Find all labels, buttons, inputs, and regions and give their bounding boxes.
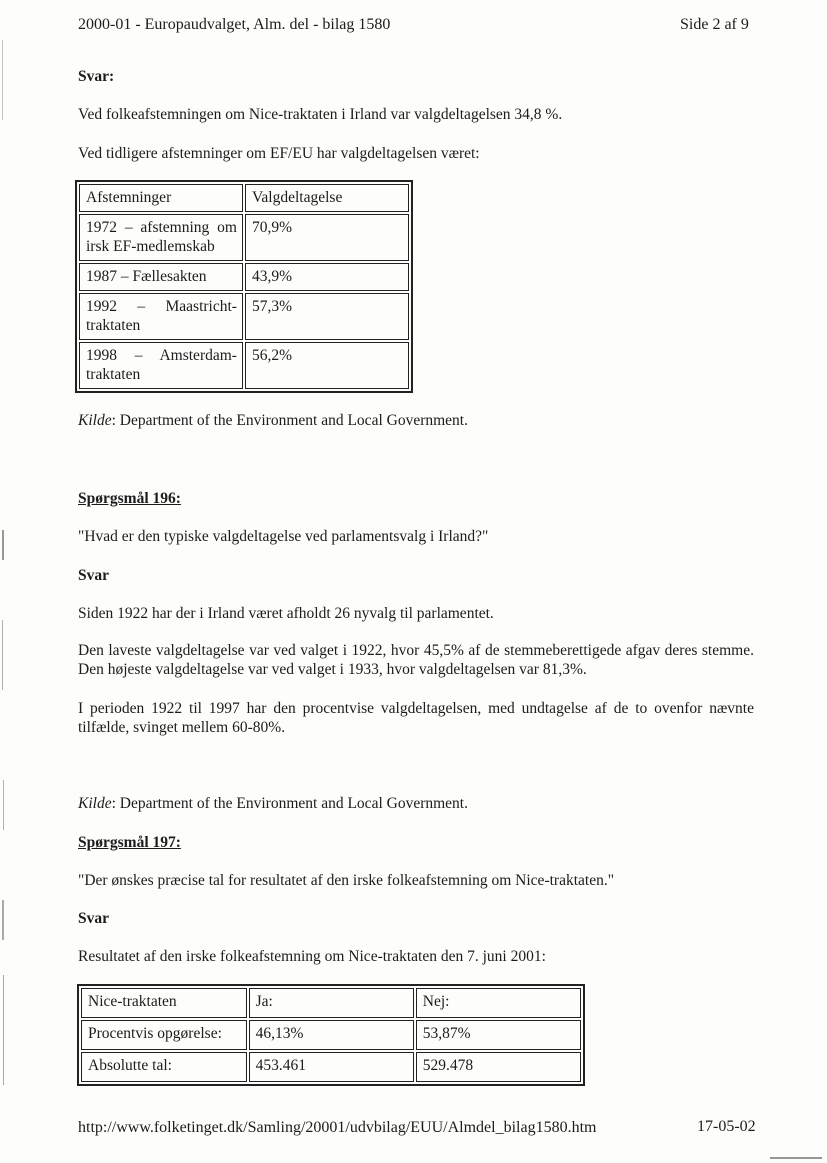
scan-edge-mark bbox=[2, 620, 3, 690]
table-cell-referendum bbox=[79, 263, 243, 291]
cell-line: traktaten bbox=[86, 366, 141, 383]
question-196-text: "Hvad er den typiske valgdeltagelse ved parlamentsvalg i Irland?" bbox=[78, 528, 489, 545]
table-header-row bbox=[79, 184, 409, 212]
table-cell: Nice-traktaten bbox=[81, 988, 247, 1018]
table-cell: Absolutte tal: bbox=[81, 1052, 247, 1082]
table-row bbox=[79, 342, 409, 389]
paragraph-previous-referendums: Ved tidligere afstemninger om EF/EU har valgdeltagelsen været: bbox=[78, 145, 480, 162]
table-row bbox=[79, 214, 409, 261]
table-cell-turnout: 43,9% bbox=[245, 263, 409, 291]
scan-edge-mark bbox=[2, 530, 4, 560]
paragraph-nice-result-intro: Resultatet af den irske folkeafstemning om Nice-traktaten den 7. juni 2001: bbox=[78, 948, 546, 965]
table-row bbox=[79, 293, 409, 340]
answer-label: Svar bbox=[78, 567, 109, 584]
scan-edge-mark bbox=[2, 900, 4, 940]
question-196-heading: Spørgsmål 196: bbox=[78, 490, 181, 507]
source-label: Kilde bbox=[78, 412, 112, 429]
table-header-cell: Afstemninger bbox=[79, 184, 243, 212]
cell-line: 1972 – afstemning om bbox=[86, 219, 237, 236]
footer-url: http://www.folketinget.dk/Samling/20001/udvbilag/EUU/Almdel_bilag1580.htm bbox=[78, 1119, 597, 1136]
table-cell: Procentvis opgørelse: bbox=[81, 1020, 247, 1050]
answer-label: Svar: bbox=[78, 68, 115, 85]
referendum-turnout-table bbox=[75, 180, 413, 393]
table-cell: 453.461 bbox=[249, 1052, 414, 1082]
cell-line: 1998 – Amsterdam- bbox=[86, 347, 237, 364]
question-197-text: "Der ønskes præcise tal for resultatet af den irske folkeafstemning om Nice-traktaten." bbox=[78, 872, 615, 889]
table-cell: 529.478 bbox=[416, 1052, 581, 1082]
table-cell: 53,87% bbox=[416, 1020, 581, 1050]
table-cell-turnout: 56,2% bbox=[245, 342, 409, 389]
cell-line: 1987 – Fællesakten bbox=[86, 268, 207, 285]
cell-line: traktaten bbox=[86, 317, 141, 334]
answer-label: Svar bbox=[78, 910, 109, 927]
table-row bbox=[81, 988, 581, 1018]
table-header-cell: Valgdeltagelse bbox=[245, 184, 409, 212]
paragraph-lowest-highest-turnout: Den laveste valgdeltagelse var ved valget i 1922, hvor 45,5% af de stemmeberettigede afgav deres stemme. Den højeste valgdeltagelse var ved valget i 1933, hvor valgdeltagelsen var 81,3%. bbox=[78, 642, 754, 678]
table-row bbox=[81, 1020, 581, 1050]
source-note bbox=[78, 794, 754, 813]
source-text: : Department of the Environment and Local Government. bbox=[111, 412, 468, 429]
table-row bbox=[79, 263, 409, 291]
cell-line: irsk EF-medlemskab bbox=[86, 238, 215, 255]
paragraph-turnout-range: I perioden 1922 til 1997 har den procentvise valgdeltagelsen, med undtagelse af de to ovenfor nævnte tilfælde, svinget mellem 60-80%. bbox=[78, 700, 754, 736]
paragraph-elections-count: Siden 1922 har der i Irland været afholdt 26 nyvalg til parlamentet. bbox=[78, 605, 494, 622]
nice-referendum-result-table bbox=[77, 984, 585, 1086]
table-cell: Nej: bbox=[416, 988, 581, 1018]
footer-date: 17-05-02 bbox=[697, 1118, 756, 1135]
scan-edge-mark bbox=[3, 780, 4, 830]
scan-edge-mark bbox=[2, 40, 3, 120]
source-note bbox=[78, 411, 754, 430]
table-cell: Ja: bbox=[249, 988, 414, 1018]
source-label: Kilde bbox=[78, 795, 112, 812]
table-cell-referendum bbox=[79, 214, 243, 261]
page-number: Side 2 af 9 bbox=[680, 16, 749, 33]
table-cell: 46,13% bbox=[249, 1020, 414, 1050]
cell-line: 1992 – Maastricht- bbox=[86, 298, 237, 315]
scan-edge-mark bbox=[3, 975, 4, 1085]
scan-edge-mark bbox=[770, 1157, 822, 1159]
paragraph-turnout-nice: Ved folkeafstemningen om Nice-traktaten i Irland var valgdeltagelsen 34,8 %. bbox=[78, 106, 563, 123]
question-197-heading: Spørgsmål 197: bbox=[78, 834, 181, 851]
table-cell-turnout: 70,9% bbox=[245, 214, 409, 261]
source-text: : Department of the Environment and Local Government. bbox=[111, 795, 468, 812]
table-cell-referendum bbox=[79, 293, 243, 340]
table-row bbox=[81, 1052, 581, 1082]
table-cell-referendum bbox=[79, 342, 243, 389]
document-header-title: 2000-01 - Europaudvalget, Alm. del - bilag 1580 bbox=[78, 16, 391, 33]
table-cell-turnout: 57,3% bbox=[245, 293, 409, 340]
